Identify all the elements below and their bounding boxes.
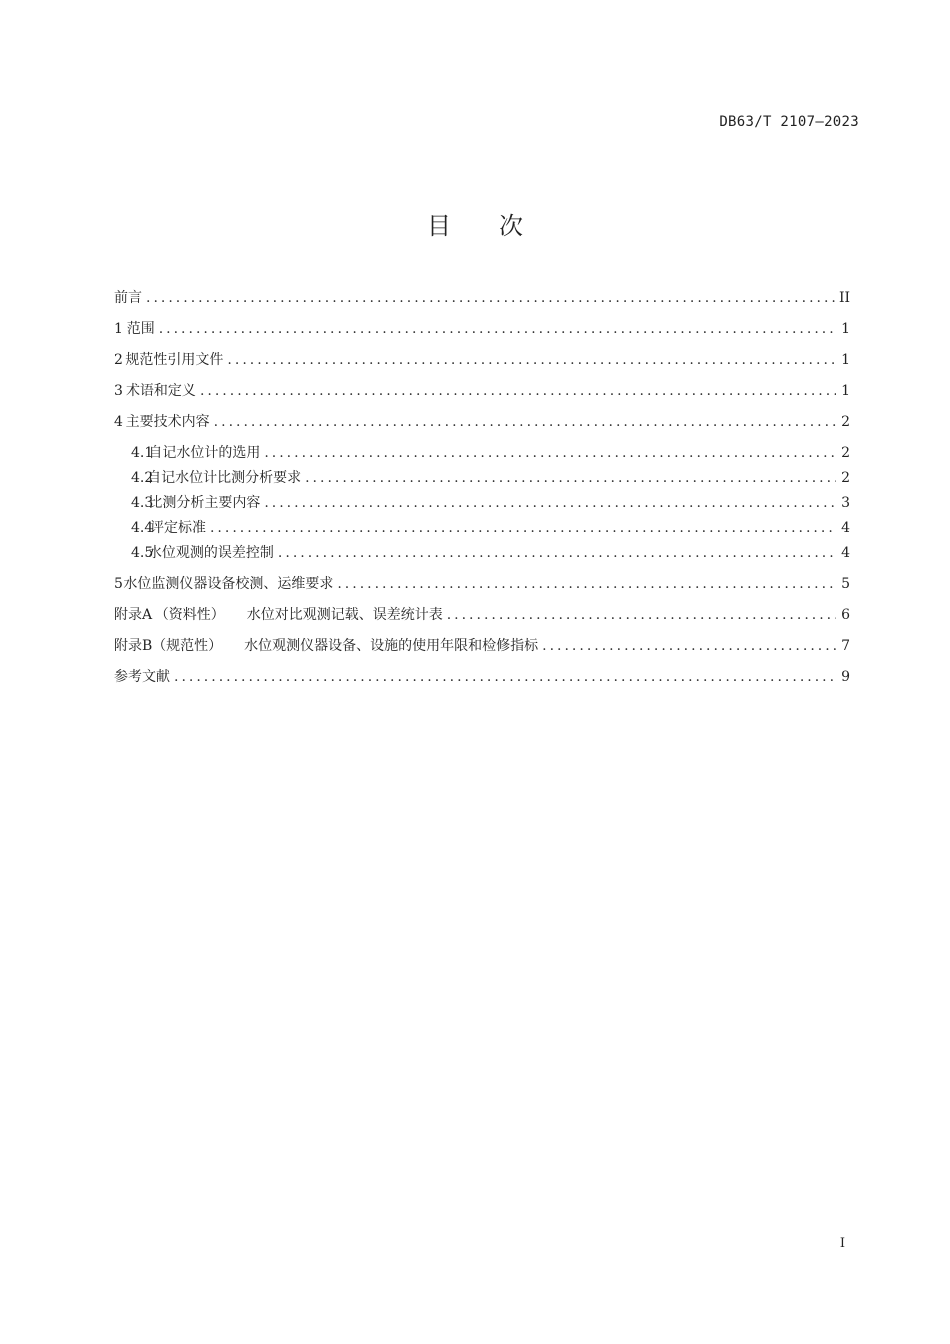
toc-dot-leader: [447, 605, 836, 625]
toc-entry-page: 9: [841, 669, 850, 685]
toc-entry-page: 7: [841, 638, 850, 654]
page-number: I: [839, 1236, 845, 1251]
toc-entry-label: 评定标准: [149, 520, 206, 536]
toc-entry-page: 1: [841, 352, 850, 368]
toc-entry-appendix-b[interactable]: [114, 636, 850, 656]
toc-entry-label: 比测分析主要内容: [148, 495, 261, 511]
table-of-contents: [114, 288, 850, 687]
toc-entry-page: II: [838, 290, 850, 306]
toc-entry-label: 规范性引用文件: [125, 352, 224, 368]
toc-entry-page: 2: [841, 445, 850, 461]
toc-entry-4-1[interactable]: [114, 443, 850, 463]
toc-entry-number: 4.5: [131, 545, 154, 561]
toc-entry-number: 3: [114, 383, 123, 399]
toc-entry-number: 4.1: [131, 445, 154, 461]
toc-entry-number: 4: [114, 414, 123, 430]
toc-dot-leader: [200, 381, 836, 401]
toc-entry-page: 2: [841, 470, 850, 486]
toc-title: 目次: [427, 212, 571, 240]
toc-entry-page: 6: [841, 607, 850, 623]
toc-dot-leader: [227, 350, 836, 370]
toc-entry-appendix-a[interactable]: [114, 605, 850, 625]
toc-entry-4-3[interactable]: [114, 493, 850, 513]
document-code: DB63/T 2107—2023: [719, 114, 859, 130]
toc-entry-label: 自记水位计的选用: [148, 445, 261, 461]
toc-entry-label: 自记水位计比测分析要求: [147, 470, 302, 486]
toc-entry-number: 附录B: [114, 638, 153, 654]
toc-entry-label: 范围: [126, 321, 155, 337]
toc-entry-main-technical-content[interactable]: [114, 412, 850, 432]
toc-entry-label: 水位观测的误差控制: [147, 545, 274, 561]
toc-entry-page: 4: [841, 520, 850, 536]
toc-entry-label: 前言: [114, 290, 142, 306]
toc-entry-number: 4.3: [131, 495, 154, 511]
toc-entry-label: 主要技术内容: [125, 414, 210, 430]
toc-entry-label: 水位监测仪器设备校测、运维要求: [123, 576, 334, 592]
toc-entry-4-4[interactable]: [114, 518, 850, 538]
toc-entry-page: 2: [841, 414, 850, 430]
toc-entry-label: 水位观测仪器设备、设施的使用年限和检修指标: [244, 638, 539, 654]
toc-entry-page: 1: [841, 321, 850, 337]
toc-dot-leader: [278, 543, 836, 563]
toc-entry-number: 5: [114, 576, 123, 592]
toc-entry-terms-definitions[interactable]: [114, 381, 850, 401]
toc-dot-leader: [542, 636, 836, 656]
toc-entry-number: 附录A: [114, 607, 153, 623]
toc-dot-leader: [264, 493, 836, 513]
toc-entry-number: 2: [114, 352, 123, 368]
toc-entry-4-2[interactable]: [114, 468, 850, 488]
toc-dot-leader: [159, 319, 836, 339]
toc-entry-bibliography[interactable]: [114, 667, 850, 687]
toc-entry-4-5[interactable]: [114, 543, 850, 563]
toc-dot-leader: [210, 518, 836, 538]
toc-dot-leader: [264, 443, 836, 463]
toc-entry-number: 4.2: [131, 470, 154, 486]
toc-entry-page: 3: [841, 495, 850, 511]
toc-entry-page: 5: [841, 576, 850, 592]
toc-entry-number: 1: [114, 321, 123, 337]
toc-dot-leader: [174, 667, 836, 687]
toc-entry-number: 4.4: [131, 520, 154, 536]
toc-entry-page: 4: [841, 545, 850, 561]
toc-entry-appendix-type: （规范性）: [152, 638, 223, 654]
toc-entry-normative-references[interactable]: [114, 350, 850, 370]
toc-entry-label: 水位对比观测记载、误差统计表: [246, 607, 443, 623]
toc-entry-label: 参考文献: [114, 669, 170, 685]
toc-entry-page: 1: [841, 383, 850, 399]
toc-dot-leader: [214, 412, 836, 432]
toc-dot-leader: [305, 468, 836, 488]
toc-dot-leader: [337, 574, 836, 594]
toc-dot-leader: [146, 288, 835, 308]
toc-entry-scope[interactable]: [114, 319, 850, 339]
toc-entry-label: 术语和定义: [125, 383, 196, 399]
toc-entry-foreword[interactable]: [114, 288, 850, 308]
toc-entry-calibration-maintenance[interactable]: [114, 574, 850, 594]
toc-entry-appendix-type: （资料性）: [154, 607, 225, 623]
